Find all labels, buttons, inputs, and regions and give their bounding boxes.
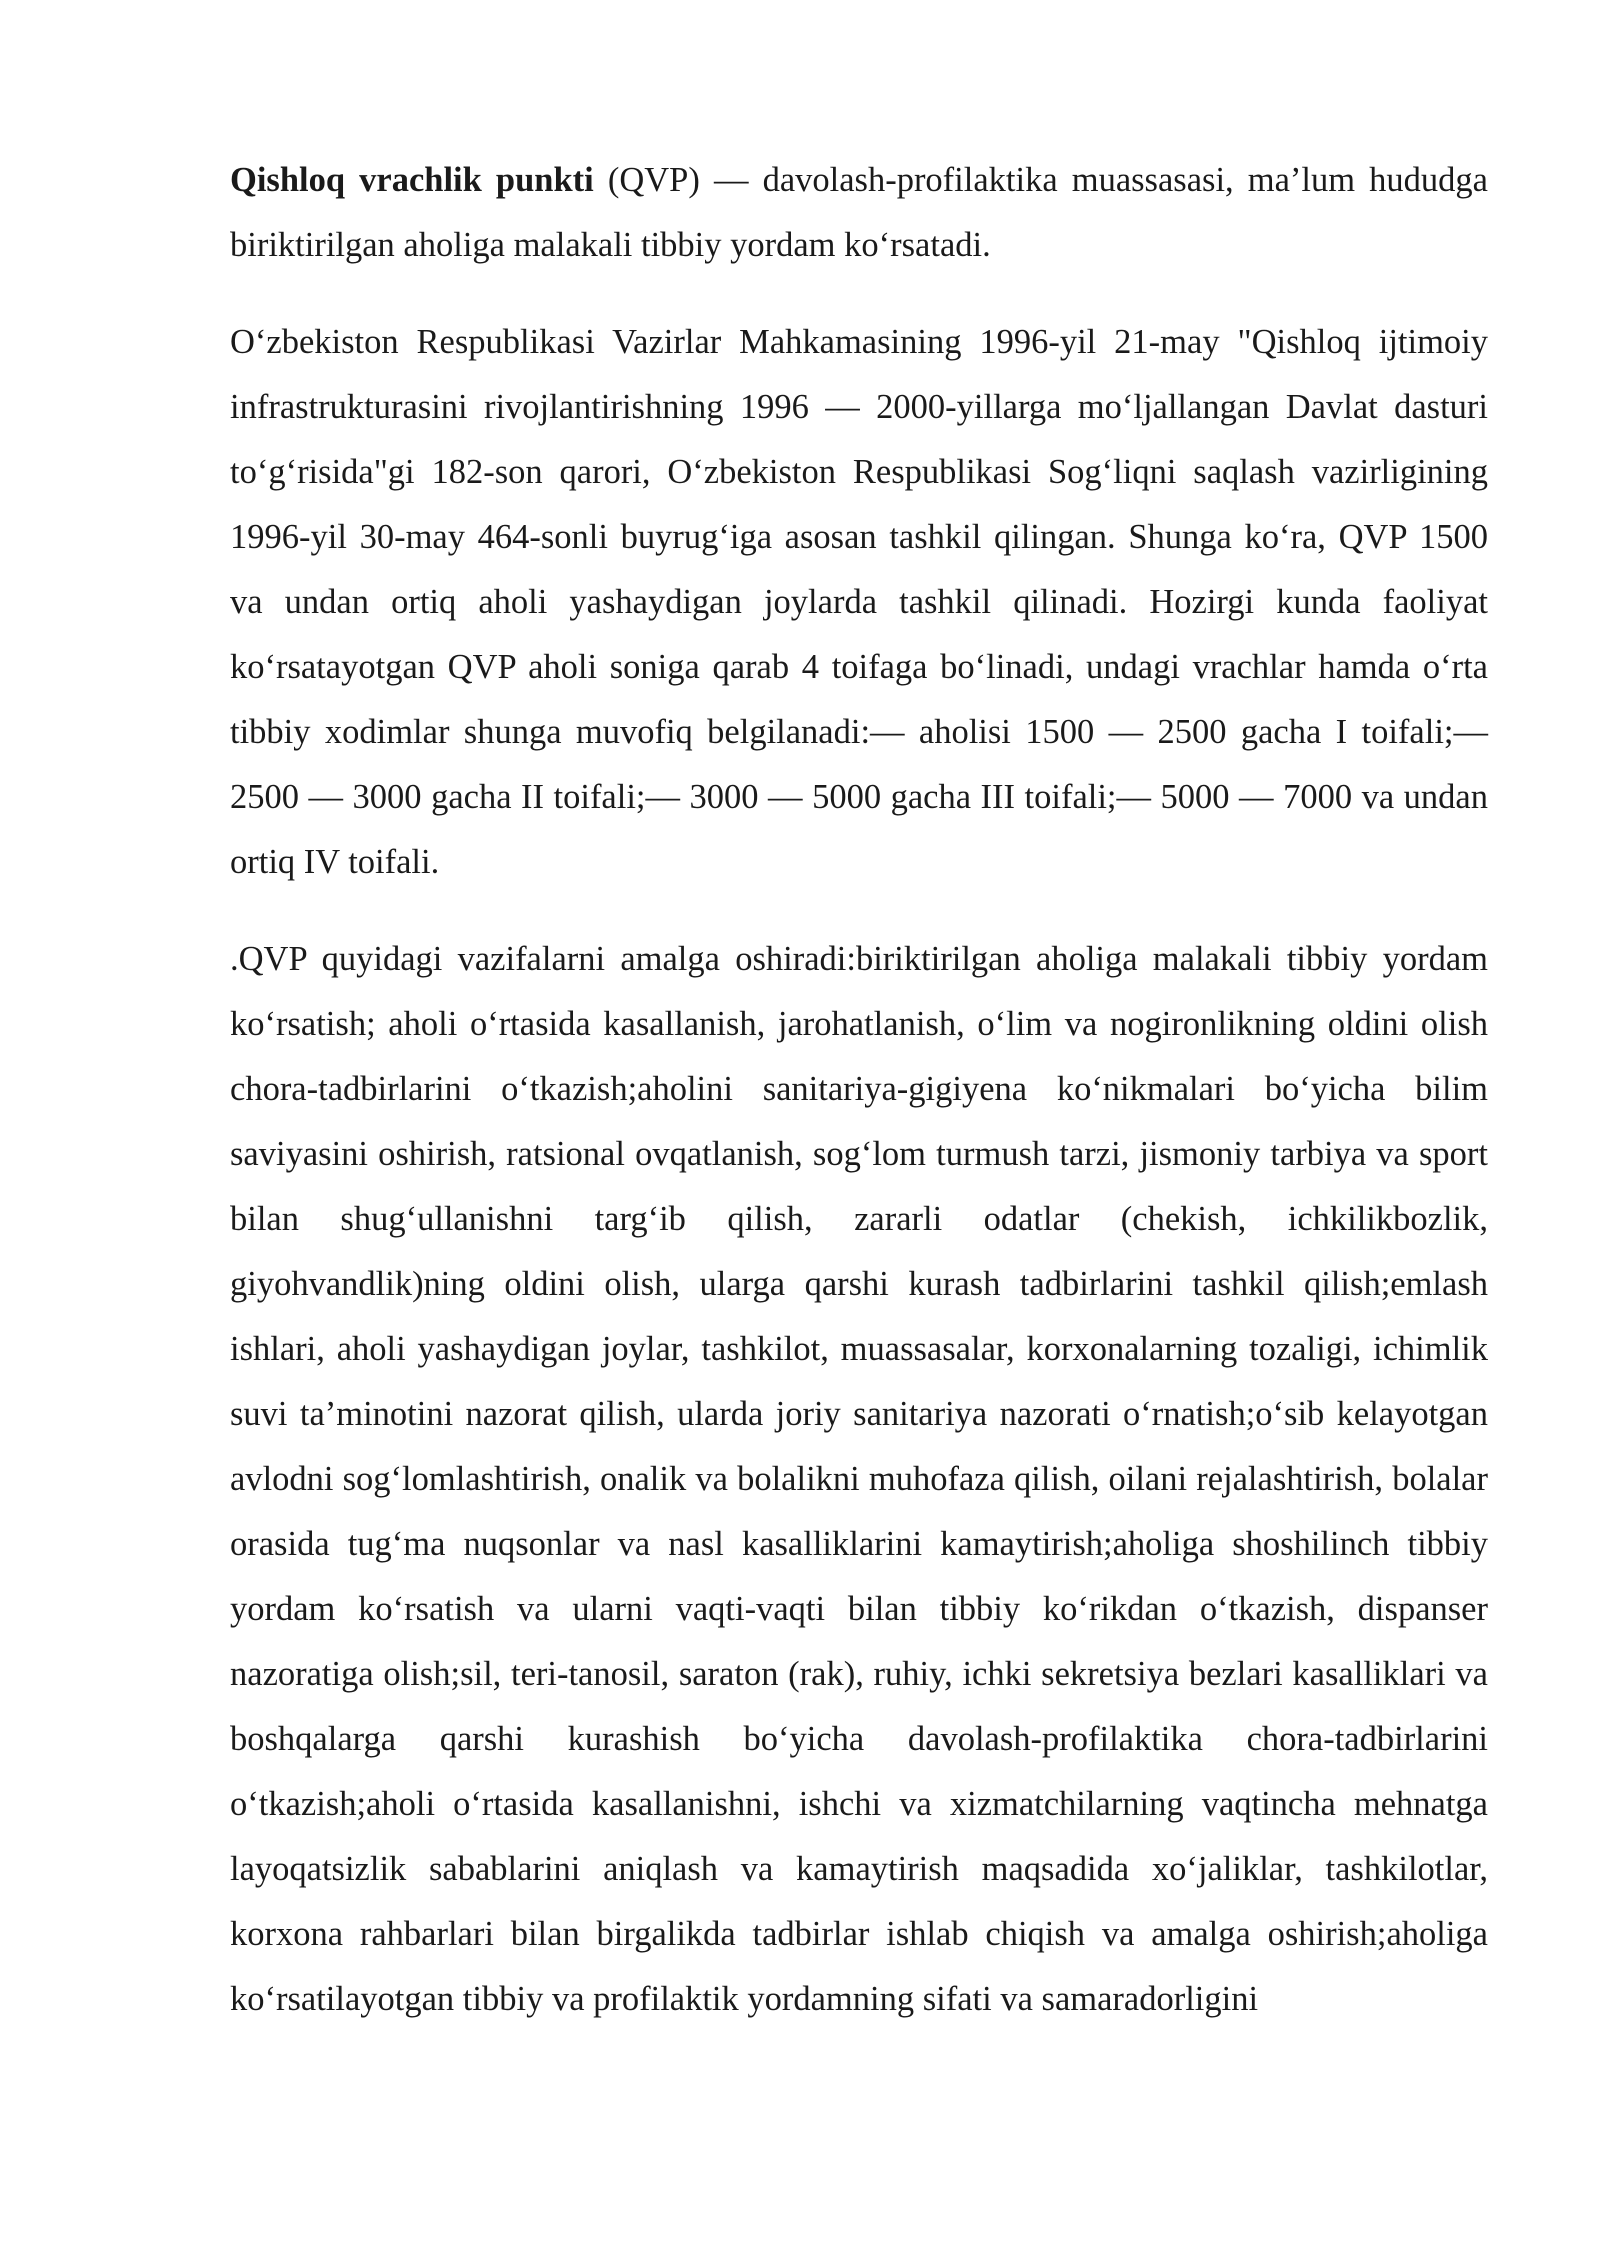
paragraph-definition (230, 148, 1488, 278)
paragraph-tasks: .QVP quyidagi vazifalarni amalga oshiradi:biriktirilgan aholiga malakali tibbiy yordam koʻrsatish; aholi oʻrtasida kasallanish, jarohatlanish, oʻlim va nogironlikning oldini olish chora-tadbirlarini oʻtkazish;aholini sanitariya-gigiyena koʻnikmalari boʻyicha bilim saviyasini oshirish, ratsional ovqatlanish, sogʻlom turmush tarzi, jismoniy tarbiya va sport bilan shugʻullanishni targʻib qilish, zararli odatlar (chekish, ichkilikbozlik, giyohvandlik)ning oldini olish, ularga qarshi kurash tadbirlarini tashkil qilish;emlash ishlari, aholi yashaydigan joylar, tashkilot, muassasalar, korxonalarning tozaligi, ichimlik suvi ta’minotini nazorat qilish, ularda joriy sanitariya nazorati oʻrnatish;oʻsib kelayotgan avlodni sogʻlomlashtirish, onalik va bolalikni muhofaza qilish, oilani rejalashtirish, bolalar orasida tugʻma nuqsonlar va nasl kasalliklarini kamaytirish;aholiga shoshilinch tibbiy yordam koʻrsatish va ularni vaqti-vaqti bilan tibbiy koʻrikdan oʻtkazish, dispanser nazoratiga olish;sil, teri-tanosil, saraton (rak), ruhiy, ichki sekretsiya bezlari kasalliklari va boshqalarga qarshi kurashish boʻyicha davolash-profilaktika chora-tadbirlarini oʻtkazish;aholi oʻrtasida kasallanishni, ishchi va xizmatchilarning vaqtincha mehnatga layoqatsizlik sabablarini aniqlash va kamaytirish maqsadida xoʻjaliklar, tashkilotlar, korxona rahbarlari bilan birgalikda tadbirlar ishlab chiqish va amalga oshirish;aholiga koʻrsatilayotgan tibbiy va profilaktik yordamning sifati va samaradorligini (230, 940, 1488, 2018)
document-body (230, 148, 1488, 2064)
paragraph-history: Oʻzbekiston Respublikasi Vazirlar Mahkamasining 1996-yil 21-may "Qishloq ijtimoiy infrastrukturasini rivojlantirishning 1996 — 2000-yillarga moʻljallangan Davlat dasturi toʻgʻrisida"gi 182-son qarori, Oʻzbekiston Respublikasi Sogʻliqni saqlash vazirligining 1996-yil 30-may 464-sonli buyrugʻiga asosan tashkil qilingan. Shunga koʻra, QVP 1500 va undan ortiq aholi yashaydigan joylarda tashkil qilinadi. Hozirgi kunda faoliyat koʻrsatayotgan QVP aholi soniga qarab 4 toifaga boʻlinadi, undagi vrachlar hamda oʻrta tibbiy xodimlar shunga muvofiq belgilanadi:— aholisi 1500 — 2500 gacha I toifali;— 2500 — 3000 gacha II toifali;— 3000 — 5000 gacha III toifali;— 5000 — 7000 va undan ortiq IV toifali. (230, 323, 1488, 881)
defined-term: Qishloq vrachlik punkti (230, 161, 594, 199)
definition-text: (QVP) — davolash-profilaktika muassasasi, ma’lum hududga biriktirilgan aholiga malakali tibbiy yordam koʻrsatadi. (230, 161, 1488, 264)
